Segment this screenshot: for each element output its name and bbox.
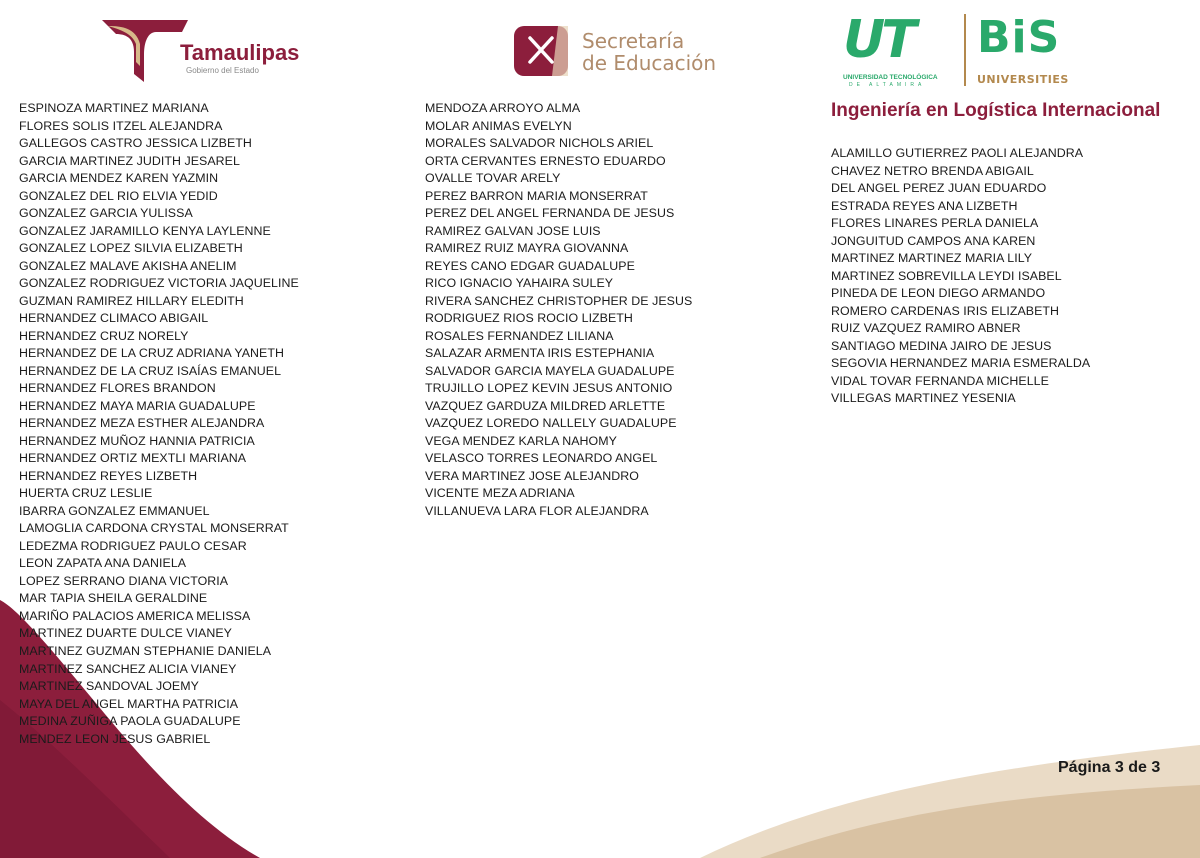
student-name: HERNANDEZ DE LA CRUZ ADRIANA YANETH [19,346,284,361]
student-name: MARTINEZ DUARTE DULCE VIANEY [19,626,232,641]
student-name: GONZALEZ MALAVE AKISHA ANELIM [19,258,237,273]
student-name: RAMIREZ GALVAN JOSE LUIS [425,223,601,238]
student-name: RODRIGUEZ RIOS ROCIO LIZBETH [425,311,633,326]
student-name: MENDEZ LEON JESUS GABRIEL [19,731,211,746]
tamaulipas-logo [100,14,320,86]
ut-university-name: UNIVERSIDAD TECNOLÓGICA [843,74,938,81]
student-name: MEDINA ZUÑIGA PAOLA GUADALUPE [19,714,241,729]
student-name: MORALES SALVADOR NICHOLS ARIEL [425,136,654,151]
student-name: MARTINEZ SANDOVAL JOEMY [19,679,199,694]
student-name: FLORES LINARES PERLA DANIELA [831,216,1039,231]
student-name: GONZALEZ DEL RIO ELVIA YEDID [19,188,218,203]
bis-logo-mark: BiS [977,12,1061,63]
student-name: REYES CANO EDGAR GUADALUPE [425,258,635,273]
student-name: MAR TAPIA SHEILA GERALDINE [19,591,208,606]
student-name: SALAZAR ARMENTA IRIS ESTEPHANIA [425,346,655,361]
student-name: MARTINEZ GUZMAN STEPHANIE DANIELA [19,643,272,658]
student-name: VEGA MENDEZ KARLA NAHOMY [425,433,617,448]
student-name: GONZALEZ RODRIGUEZ VICTORIA JAQUELINE [19,276,299,291]
student-name: HERNANDEZ ORTIZ MEXTLI MARIANA [19,451,247,466]
student-name: HERNANDEZ CLIMACO ABIGAIL [19,311,209,326]
student-name: ROMERO CARDENAS IRIS ELIZABETH [831,303,1060,318]
student-name: GARCIA MARTINEZ JUDITH JESAREL [19,153,240,168]
student-name: SEGOVIA HERNANDEZ MARIA ESMERALDA [831,356,1091,371]
student-name: PEREZ BARRON MARIA MONSERRAT [425,188,648,203]
student-name: VERA MARTINEZ JOSE ALEJANDRO [425,468,639,483]
secretaria-line1: Secretaría [582,29,685,53]
student-name: MARTINEZ MARTINEZ MARIA LILY [831,251,1033,266]
student-name: TRUJILLO LOPEZ KEVIN JESUS ANTONIO [425,381,673,396]
student-name: DEL ANGEL PEREZ JUAN EDUARDO [831,181,1047,196]
names-column-2 [425,100,692,520]
student-name: SANTIAGO MEDINA JAIRO DE JESUS [831,338,1052,353]
student-name: RICO IGNACIO YAHAIRA SULEY [425,276,614,291]
student-name: MAYA DEL ANGEL MARTHA PATRICIA [19,696,239,711]
student-name: RIVERA SANCHEZ CHRISTOPHER DE JESUS [425,293,693,308]
student-name: MARIÑO PALACIOS AMERICA MELISSA [19,608,251,623]
ut-logo-mark: UT [843,10,913,70]
ut-university-place: DE ALTAMIRA [849,82,926,88]
student-name: MENDOZA ARROYO ALMA [425,101,581,115]
student-name: GUZMAN RAMIREZ HILLARY ELEDITH [19,293,244,308]
logo-divider [964,14,966,86]
student-name: VAZQUEZ LOREDO NALLELY GUADALUPE [425,416,677,431]
student-name: LEDEZMA RODRIGUEZ PAULO CESAR [19,538,247,553]
student-name: HERNANDEZ MAYA MARIA GUADALUPE [19,398,256,413]
student-name: HERNANDEZ MUÑOZ HANNIA PATRICIA [19,433,255,448]
student-name: VIDAL TOVAR FERNANDA MICHELLE [831,373,1049,388]
student-name: LAMOGLIA CARDONA CRYSTAL MONSERRAT [19,521,289,536]
student-name: HUERTA CRUZ LESLIE [19,486,153,501]
tamaulipas-subtitle: Gobierno del Estado [186,66,259,75]
student-name: IBARRA GONZALEZ EMMANUEL [19,503,210,518]
student-name: PINEDA DE LEON DIEGO ARMANDO [831,286,1046,301]
student-name: MARTINEZ SANCHEZ ALICIA VIANEY [19,661,237,676]
student-name: HERNANDEZ REYES LIZBETH [19,468,198,483]
student-name: LEON ZAPATA ANA DANIELA [19,556,187,571]
student-name: GALLEGOS CASTRO JESSICA LIZBETH [19,136,252,151]
student-name: VILLEGAS MARTINEZ YESENIA [831,391,1016,406]
student-name: HERNANDEZ DE LA CRUZ ISAÍAS EMANUEL [19,363,282,378]
student-name: FLORES SOLIS ITZEL ALEJANDRA [19,118,223,133]
student-name: CHAVEZ NETRO BRENDA ABIGAIL [831,163,1034,178]
student-name: PEREZ DEL ANGEL FERNANDA DE JESUS [425,206,675,221]
student-name: VILLANUEVA LARA FLOR ALEJANDRA [425,503,649,518]
student-name: ESPINOZA MARTINEZ MARIANA [19,101,209,115]
student-name: ROSALES FERNANDEZ LILIANA [425,328,614,343]
student-name: RAMIREZ RUIZ MAYRA GIOVANNA [425,241,629,256]
secretaria-line2: de Educación [582,51,717,75]
student-name: ALAMILLO GUTIERREZ PAOLI ALEJANDRA [831,146,1084,160]
bis-universities: UNIVERSITIES [977,73,1069,86]
student-name: VELASCO TORRES LEONARDO ANGEL [425,451,658,466]
student-name: VAZQUEZ GARDUZA MILDRED ARLETTE [425,398,666,413]
student-name: MARTINEZ SOBREVILLA LEYDI ISABEL [831,268,1062,283]
tamaulipas-name: Tamaulipas [180,40,300,65]
student-name: GONZALEZ GARCIA YULISSA [19,206,193,221]
student-name: RUIZ VAZQUEZ RAMIRO ABNER [831,321,1021,336]
student-name: ESTRADA REYES ANA LIZBETH [831,198,1018,213]
names-column-3 [831,145,1090,408]
student-name: LOPEZ SERRANO DIANA VICTORIA [19,573,229,588]
student-name: GONZALEZ LOPEZ SILVIA ELIZABETH [19,241,243,256]
student-name: HERNANDEZ MEZA ESTHER ALEJANDRA [19,416,265,431]
student-name: SALVADOR GARCIA MAYELA GUADALUPE [425,363,675,378]
student-name: VICENTE MEZA ADRIANA [425,486,575,501]
student-name: HERNANDEZ FLORES BRANDON [19,381,216,396]
student-name: MOLAR ANIMAS EVELYN [425,118,572,133]
student-name: JONGUITUD CAMPOS ANA KAREN [831,233,1036,248]
pencil-ruler-icon [512,22,570,80]
page-number: Página 3 de 3 [1058,759,1161,776]
student-name: OVALLE TOVAR ARELY [425,171,561,186]
student-name: HERNANDEZ CRUZ NORELY [19,328,189,343]
student-name: ORTA CERVANTES ERNESTO EDUARDO [425,153,666,168]
tamaulipas-emblem-icon [100,14,190,86]
names-column-1 [19,100,299,748]
secretaria-educacion-wordmark [582,30,716,74]
student-name: GONZALEZ JARAMILLO KENYA LAYLENNE [19,223,271,238]
student-name: GARCIA MENDEZ KAREN YAZMIN [19,171,219,186]
program-title: Ingeniería en Logística Internacional [831,100,1161,121]
